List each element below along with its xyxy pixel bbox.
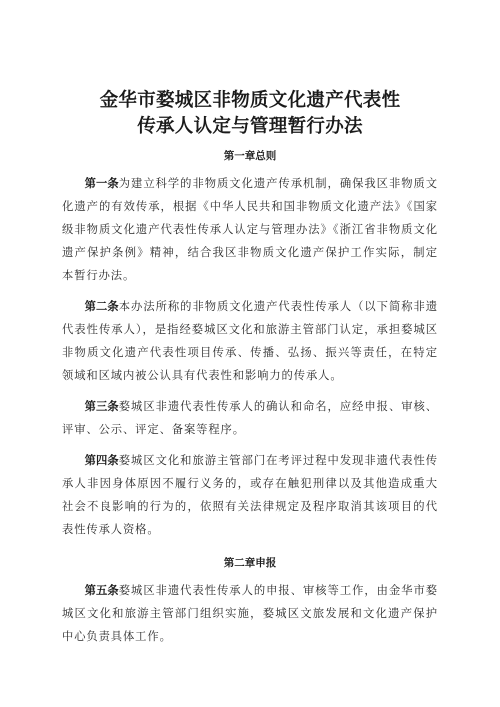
- article-text: 婺城区文化和旅游主管部门在考评过程中发现非遗代表性传承人非因身体原因不履行义务的，或存在触犯刑律以及其他造成重大社会不良影响的行为的，依照有关法律规定及程序取消其该项目的代表性传承人资格。: [62, 454, 438, 536]
- chapter-heading: 第一章总则: [223, 150, 277, 162]
- article-text: 本办法所称的非物质文化遗产代表性传承人（以下简称非遗代表性传承人），是指经婺城区文化和旅游主管部门认定，承担婺城区非物质文化遗产代表性项目传承、传播、弘扬、振兴等责任，在特定领域和区域内被公认具有代表性和影响力的传承人。: [62, 300, 438, 382]
- document-title: [62, 88, 438, 140]
- chapter-2: [62, 555, 438, 648]
- chapter-heading: 第二章申报: [223, 557, 277, 569]
- article-3: [62, 395, 438, 441]
- title-line-2: 传承人认定与管理暂行办法: [137, 116, 363, 137]
- article-text: 婺城区非遗代表性传承人的确认和命名，应经申报、审核、评审、公示、评定、备案等程序。: [62, 400, 438, 436]
- chapter-1: [62, 148, 438, 541]
- article-5: [62, 579, 438, 648]
- article-number: 第三条: [84, 400, 119, 413]
- article-number: 第四条: [84, 454, 119, 467]
- article-number: 第二条: [84, 300, 119, 313]
- article-1: [62, 172, 438, 287]
- article-text: 婺城区非遗代表性传承人的申报、审核等工作，由金华市婺城区文化和旅游主管部门组织实施，婺城区文旅发展和文化遗产保护中心负责具体工作。: [62, 584, 438, 643]
- article-2: [62, 295, 438, 387]
- article-text: 为建立科学的非物质文化遗产传承机制，确保我区非物质文化遗产的有效传承，根据《中华人民共和国非物质文化遗产法》《国家级非物质文化遗产代表性传承人认定与管理办法》《浙江省非物质文化遗产保护条例》精神，结合我区非物质文化遗产保护工作实际，制定本暂行办法。: [62, 177, 438, 282]
- article-4: [62, 449, 438, 541]
- title-line-1: 金华市婺城区非物质文化遗产代表性: [99, 90, 401, 111]
- article-number: 第一条: [84, 177, 119, 190]
- article-number: 第五条: [84, 584, 119, 597]
